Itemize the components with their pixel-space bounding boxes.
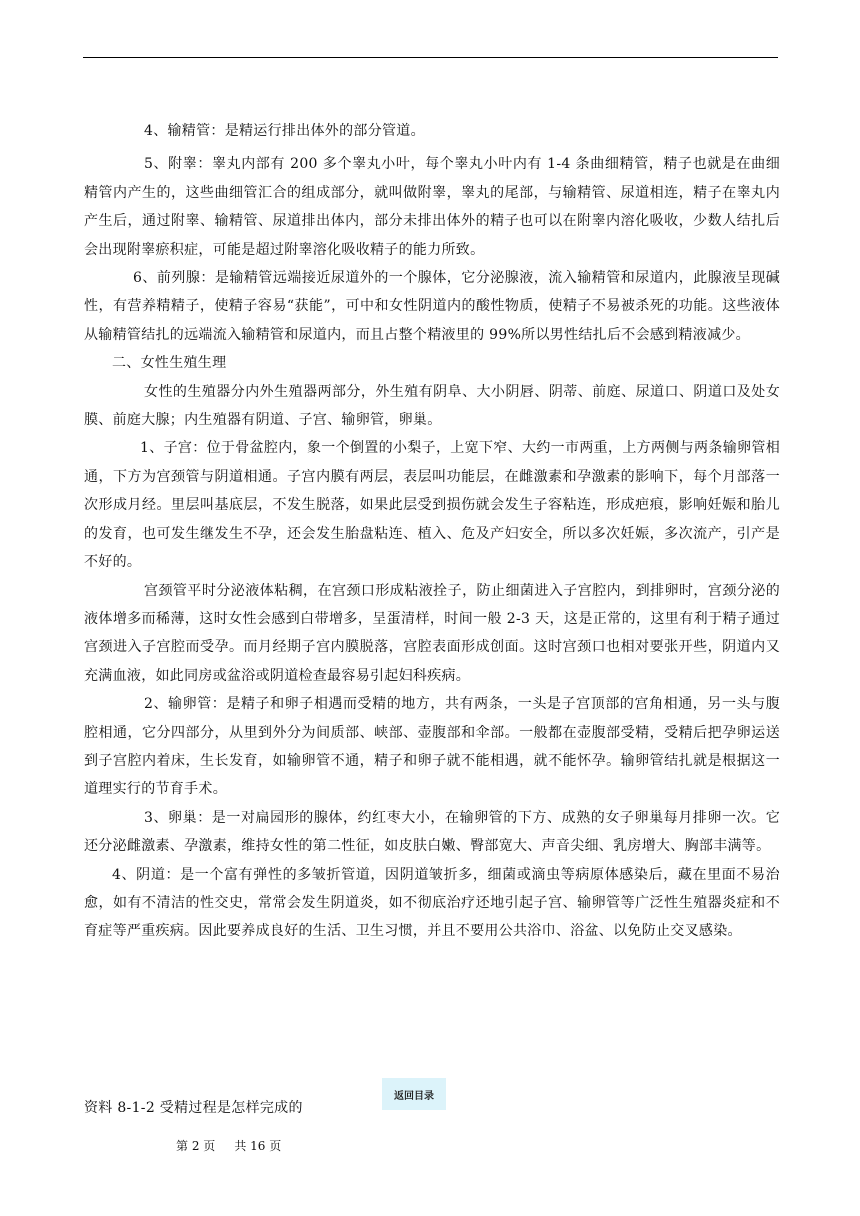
paragraph-fallopian-tube: 2、输卵管：是精子和卵子相遇而受精的地方，共有两条，一头是子宫顶部的宫角相通，另一头与腹腔相通，它分四部分，从里到外分为间质部、峡部、壶腹部和伞部。一般都在壶腹部受精，受精后把孕卵运送到子宫腔内着床，生长发育，如输卵管不通，精子和卵子就不能相遇，就不能怀孕。输卵管结扎就是根据这一道理实行的节育手术。 — [84, 696, 780, 798]
paragraph-uterus: 1、子宫：位于骨盆腔内，象一个倒置的小梨子，上宽下窄、大约一市两重，上方两侧与两条输卵管相通，下方为宫颈管与阴道相通。子宫内膜有两层，表层叫功能层，在雌激素和孕激素的影响下，每个月部落一次形成月经。里层叫基底层，不发生脱落，如果此层受到损伤就会发生子容粘连，形成疤痕，影响妊娠和胎儿的发育，也可发生继发生不孕，还会发生胎盘粘连、植入、危及产妇安全，所以多次妊娠，多次流产，引产是不好的。 — [84, 440, 780, 571]
paragraph-cervix: 宫颈管平时分泌液体粘稠，在宫颈口形成粘液拴子，防止细菌进入子宫腔内，到排卵时，宫颈分泌的液体增多而稀薄，这时女性会感到白带增多，呈蛋清样，时间一般 2-3 天，这是正常的，这里有利于精子通过宫颈进入子宫腔而受孕。而月经期子宫内膜脱落，宫腔表面形成创面。这时宫颈口也相对要张开些，阴道内又充满血液，如此同房或盆浴或阴道检查最容易引起妇科疾病。 — [84, 582, 780, 684]
paragraph-vas-deferens: 4、输精管：是精运行排出体外的部分管道。 — [144, 123, 425, 139]
paragraph-female-genitalia: 女性的生殖器分内外生殖器两部分，外生殖有阴阜、大小阴唇、阴蒂、前庭、尿道口、阴道口及处女膜、前庭大腺；内生殖器有阴道、子宫、输卵管，卵巢。 — [84, 383, 780, 429]
back-to-contents-button[interactable]: 返回目录 — [382, 1078, 446, 1110]
next-section-heading: 资料 8-1-2 受精过程是怎样完成的 — [84, 1100, 303, 1116]
paragraph-epididymis: 5、附睾：睾丸内部有 200 多个睾丸小叶，每个睾丸小叶内有 1-4 条曲细精管，精子也就是在曲细精管内产生的，这些曲细管汇合的组成部分，就叫做附睾，睾丸的尾部，与输精管、尿道相连，精子在睾丸内产生后，通过附睾、输精管、尿道排出体内，部分未排出体外的精子也可以在附睾内溶化吸收，少数人结扎后会出现附睾瘀积症，可能是超过附睾溶化吸收精子的能力所致。 — [84, 156, 780, 258]
paragraph-prostate: 6、前列腺：是输精管远端接近尿道外的一个腺体，它分泌腺液，流入输精管和尿道内，此腺液呈现碱性，有营养精精子，使精子容易“获能”，可中和女性阴道内的酸性物质，使精子不易被杀死的功能。这些液体从输精管结扎的远端流入输精管和尿道内，而且占整个精液里的 99%所以男性结扎后不会感到精液减少。 — [84, 270, 780, 343]
section-title-female-reproductive-physiology: 二、女性生殖生理 — [112, 355, 227, 372]
header-rule — [83, 57, 778, 58]
paragraph-vagina: 4、阴道：是一个富有弹性的多皱折管道，因阴道皱折多，细菌或滴虫等病原体感染后，藏在里面不易治愈，如有不清洁的性交史，常常会发生阴道炎，如不彻底治疗还地引起子宫、输卵管等广泛性生殖器炎症和不育症等严重疾病。因此要养成良好的生活、卫生习惯，并且不要用公共浴巾、浴盆、以免防止交叉感染。 — [84, 866, 780, 940]
document-body — [84, 117, 780, 946]
paragraph-ovary: 3、卵巢：是一对扁园形的腺体，约红枣大小，在输卵管的下方、成熟的女子卵巢每月排卵一次。它还分泌雌激素、孕激素，维持女性的第二性征，如皮肤白嫩、臀部宽大、声音尖细、乳房增大、胸部丰满等。 — [84, 809, 780, 855]
page-number-footer: 第 2 页 共 16 页 — [176, 1139, 282, 1153]
